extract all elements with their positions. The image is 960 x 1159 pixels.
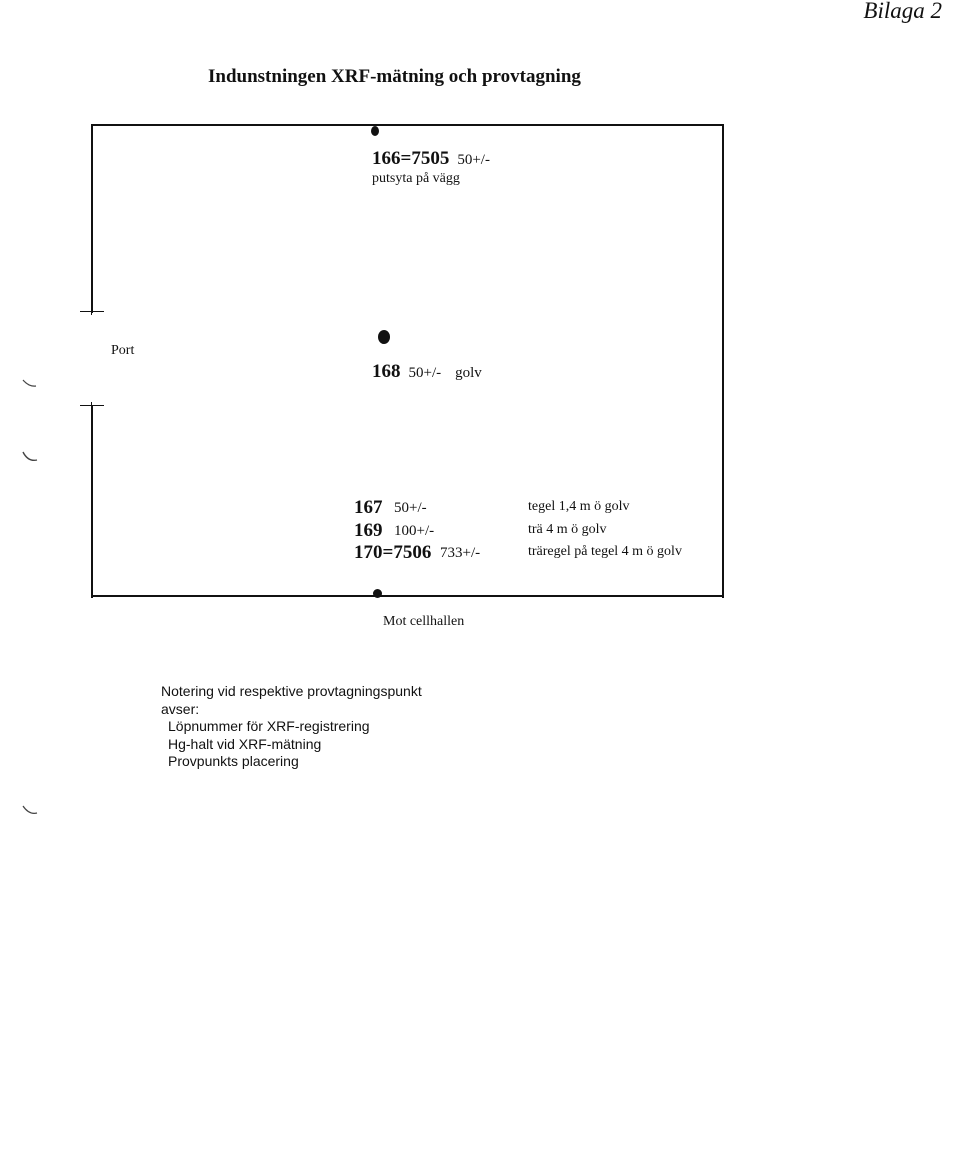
door-jamb-bottom — [91, 402, 92, 415]
sample-point-marker — [371, 126, 379, 136]
sample-point-166 — [372, 148, 490, 170]
point-number: 168 — [372, 361, 401, 382]
door-opening — [88, 313, 96, 406]
door-label: Port — [111, 343, 135, 358]
point-number: 170=7506 — [354, 542, 432, 563]
point-number: 167 — [354, 497, 383, 518]
door-jamb-top — [91, 298, 92, 315]
point-value: 733+/- — [440, 545, 481, 561]
scan-mark — [20, 800, 40, 820]
point-value: 50+/- — [408, 365, 442, 381]
point-number: 169 — [354, 520, 383, 541]
door-tick-top — [80, 311, 104, 312]
point-note: putsyta på vägg — [372, 171, 460, 186]
legend-item: Hg-halt vid XRF-mätning — [168, 736, 322, 752]
bottom-wall-label: Mot cellhallen — [383, 614, 465, 629]
sample-point-168 — [372, 361, 482, 383]
point-note: trä 4 m ö golv — [528, 522, 607, 537]
point-note: träregel på tegel 4 m ö golv — [528, 544, 682, 559]
point-value: 50+/- — [457, 152, 490, 168]
floor-plan-bottom-wall — [91, 595, 724, 597]
point-note: golv — [455, 365, 482, 381]
appendix-label: Bilaga 2 — [863, 0, 942, 23]
point-value: 50+/- — [394, 500, 427, 516]
point-number: 166=7505 — [372, 148, 450, 169]
legend-item: Löpnummer för XRF-registrering — [168, 718, 370, 734]
door-tick-bottom — [80, 405, 104, 406]
sample-point-marker — [378, 330, 390, 344]
point-note: tegel 1,4 m ö golv — [528, 499, 630, 514]
sample-point-marker — [373, 589, 382, 598]
scan-mark — [20, 448, 40, 468]
legend-item: Provpunkts placering — [168, 753, 299, 769]
legend-heading: Notering vid respektive provtagningspunkt — [161, 683, 422, 699]
legend-subheading: avser: — [161, 701, 200, 717]
point-value: 100+/- — [394, 523, 435, 539]
scan-mark — [20, 375, 40, 395]
document-title: Indunstningen XRF-mätning och provtagning — [208, 66, 581, 87]
